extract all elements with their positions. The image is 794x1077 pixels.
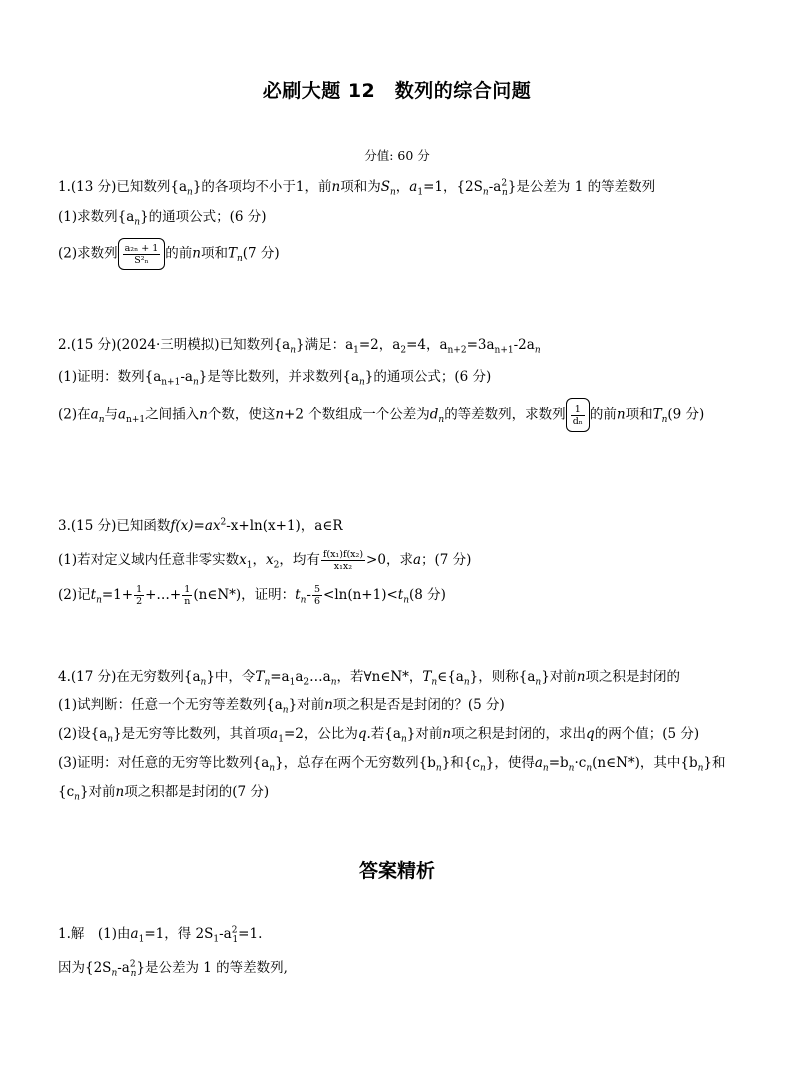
answer-line-1: 1.解 (1)由$a_1=1$，得 $2S_1-a^2_1=1$. xyxy=(58,925,263,945)
q1-part1: (1)求数列$\{a_n\}$的通项公式；(6 分) xyxy=(58,209,267,228)
page-title: 必刷大题 12 数列的综合问题 xyxy=(262,80,532,102)
q4-part2: (2)设$\{a_n\}$是无穷等比数列，其首项$a_1=2$，公比为q.若$\{a_n\}$对前n项之积是封闭的，求出q的两个值；(5 分) xyxy=(58,726,700,745)
q2-part1: (1)证明：数列$\{a_{n+1}-a_n\}$是等比数列，并求数列$\{a_n\}$的通项公式；(6 分) xyxy=(58,369,492,388)
q4-stem: 4.(17 分)在无穷数列$\{a_n\}$中，令$T_n=a_1a_2\dots a_n$，若∀n∈N*，$T_n\in\{a_n\}$，则称$\{a_n\}$对前n项之积是封闭的 xyxy=(58,669,680,688)
q2-part2: (2)在$a_n$与$a_{n+1}$之间插入n个数，使这n+2 个数组成一个公差为$d_n$的等差数列，求数列 $\frac{1}{\text{dₙ}}$ 的前n项和$T_n(9$ 分) xyxy=(58,398,748,432)
answer-line-2: 因为$\{2S_n-a^2_n\}$是公差为 1 的等差数列, xyxy=(58,959,288,979)
answer-title: 答案精析 xyxy=(358,860,435,882)
q4-part3: (3)证明：对任意的无穷等比数列$\{a_n\}$，总存在两个无穷数列$\{b_n\}$和$\{c_n\}$，使得$a_n=b_n\cdot c_n(n\in N*)$，其中$\{b_n\}$和 xyxy=(58,755,726,774)
q2-stem: 2.(15 分)(2024·三明模拟)已知数列$\{a_n\}$满足：$a_1=2$，$a_2=4$，$a_{n+2}=3a_{n+1}-2a_n$ xyxy=(58,337,541,356)
q3-part2: (2)记$t_n=1+$ $\frac{1}{2}$ +…+ $\frac{1}{n}$ (n∈N*)，证明：$t_n-$ $\frac{5}{6}$ $<\ln(n+1)<t_n(8$ 分) xyxy=(58,584,446,607)
q4-part1: (1)试判断：任意一个无穷等差数列$\{a_n\}$对前n项之积是否是封闭的？(5 分) xyxy=(58,697,505,716)
q3-stem: 3.(15 分)已知函数$f(x)=ax^2-x+\ln(x+1)$，a∈R xyxy=(58,517,343,534)
score-label: 分值: 60 分 xyxy=(364,148,430,163)
q3-part1: (1)若对定义域内任意非零实数$x_1$，$x_2$，均有 $\frac{\text{f(x₁)f(x₂)}}{\text{x₁x₂}}$ >0，求a；(7 分) xyxy=(58,549,472,572)
q4-part3-cont: $\{c_n\}$对前n项之积都是封闭的(7 分) xyxy=(58,784,270,803)
q1-part2: (2)求数列 $\frac{\text{a₂ₙ + 1}}{\text{S²ₙ}}$ 的前n项和$T_n(7$ 分) xyxy=(58,238,758,266)
q1-stem: 1.(13 分)已知数列$\{a_n\}$的各项均不小于1，前n项和为$S_n$，$a_1=1$，$\{2S_n-a^2_n\}$是公差为 1 的等差数列 xyxy=(58,178,656,198)
